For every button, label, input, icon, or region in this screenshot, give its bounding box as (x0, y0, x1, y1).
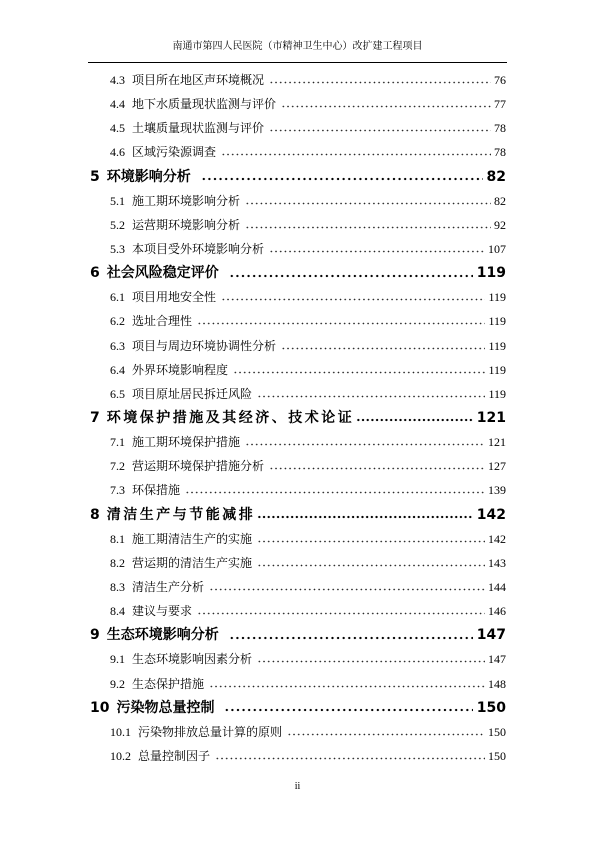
toc-number: 5.1 (110, 193, 125, 208)
dot-leader (229, 623, 473, 647)
toc-number: 7.1 (110, 435, 125, 450)
toc-page-number: 82 (494, 193, 506, 208)
toc-title: 施工期环境影响分析 (132, 193, 241, 208)
toc-page-number: 150 (476, 699, 506, 716)
toc-section-4-6 (0, 140, 595, 164)
toc-title: 选址合理性 (132, 314, 193, 329)
toc-page-number: 148 (488, 676, 506, 691)
toc-page-number: 147 (488, 652, 506, 667)
toc-title: 污染物总量控制 (116, 699, 215, 716)
toc-number: 6 (90, 265, 100, 282)
dot-leader (281, 334, 485, 358)
toc-page-number: 119 (476, 265, 506, 282)
dot-leader (215, 744, 485, 768)
dot-leader (209, 672, 485, 696)
toc-section-5-3 (0, 237, 595, 261)
dot-leader (197, 309, 485, 333)
toc-title: 施工期环境保护措施 (132, 435, 241, 450)
toc-number: 7 (90, 409, 100, 426)
toc-section-7-3 (0, 478, 595, 502)
toc-page-number: 142 (476, 506, 506, 523)
toc-title: 本项目受外环境影响分析 (132, 241, 265, 256)
dot-leader (185, 478, 485, 502)
toc-page-number: 82 (486, 168, 506, 185)
toc-number: 6.3 (110, 338, 125, 353)
toc-number: 4.4 (110, 97, 125, 112)
toc-section-5-1 (0, 189, 595, 213)
toc-title: 总量控制因子 (138, 748, 211, 763)
toc-section-6-4 (0, 358, 595, 382)
toc-title: 区域污染源调查 (132, 145, 217, 160)
dot-leader (197, 599, 485, 623)
toc-number: 6.4 (110, 362, 125, 377)
toc-number: 8.3 (110, 579, 125, 594)
toc-section-10-1 (0, 720, 595, 744)
toc-number: 6.5 (110, 386, 125, 401)
toc-page-number: 77 (494, 97, 506, 112)
dot-leader (224, 696, 472, 720)
toc-number: 4.3 (110, 73, 125, 87)
toc-number: 8 (90, 506, 100, 523)
toc-number: 10.1 (110, 724, 131, 739)
toc-number: 8.1 (110, 531, 125, 546)
toc-section-6-2 (0, 309, 595, 333)
toc-section-4-3 (0, 68, 595, 92)
page-number-footer (0, 779, 595, 795)
toc-title: 地下水质量现状监测与评价 (132, 97, 277, 112)
dot-leader (269, 68, 491, 92)
dot-leader (221, 285, 485, 309)
toc-number: 6.1 (110, 290, 125, 305)
toc-number: 5.2 (110, 217, 125, 232)
toc-page-number: 119 (488, 314, 506, 329)
dot-leader (257, 551, 485, 575)
toc-title: 营运期的清洁生产实施 (132, 555, 253, 570)
dot-leader (245, 213, 491, 237)
toc-number: 8.4 (110, 604, 125, 619)
toc-number: 8.2 (110, 555, 125, 570)
dot-leader (257, 647, 485, 671)
toc-title: 施工期清洁生产的实施 (132, 531, 253, 546)
dot-leader (257, 527, 485, 551)
toc-title: 建议与要求 (132, 604, 193, 619)
toc-page-number: 121 (488, 435, 506, 450)
toc-number: 9.1 (110, 652, 125, 667)
toc-page-number: 76 (494, 73, 506, 87)
dot-leader (209, 575, 485, 599)
toc-number: 9 (90, 627, 100, 644)
toc-section-6-5 (0, 382, 595, 406)
dot-leader (257, 503, 473, 527)
toc-title: 营运期环境保护措施分析 (132, 459, 265, 474)
toc-title: 项目与周边环境协调性分析 (132, 338, 277, 353)
toc-title: 环保措施 (132, 483, 181, 498)
toc-title: 清洁生产分析 (132, 579, 205, 594)
dot-leader (356, 406, 473, 430)
toc-page-number: 146 (488, 604, 506, 619)
toc-section-8-2 (0, 551, 595, 575)
toc-page-number: 78 (494, 145, 506, 160)
toc-number: 4.5 (110, 121, 125, 136)
toc-chapter-7 (0, 406, 595, 430)
toc-page-number: 107 (488, 241, 506, 256)
dot-leader (201, 165, 483, 189)
dot-leader (287, 720, 485, 744)
toc-chapter-9 (0, 623, 595, 647)
toc-page-number: 78 (494, 121, 506, 136)
toc-title: 运营期环境影响分析 (132, 217, 241, 232)
toc-chapter-10 (0, 696, 595, 720)
toc-title: 社会风险稳定评价 (106, 265, 219, 282)
toc-page-number: 144 (488, 579, 506, 594)
toc-title: 生态环境影响分析 (106, 627, 219, 644)
dot-leader (269, 116, 491, 140)
toc-page-number: 143 (488, 555, 506, 570)
toc-section-6-3 (0, 334, 595, 358)
toc-chapter-6 (0, 261, 595, 285)
toc-title: 环境保护措施及其经济、技术论证 (106, 409, 355, 426)
dot-leader (233, 358, 485, 382)
toc-page-number: 150 (488, 748, 506, 763)
toc-page-number: 92 (494, 217, 506, 232)
dot-leader (245, 189, 491, 213)
toc-section-9-2 (0, 672, 595, 696)
toc-title: 生态保护措施 (132, 676, 205, 691)
toc-page-number: 119 (488, 290, 506, 305)
toc-section-7-1 (0, 430, 595, 454)
dot-leader (281, 92, 491, 116)
toc-number: 7.2 (110, 459, 125, 474)
toc-section-8-4 (0, 599, 595, 623)
toc-title: 生态环境影响因素分析 (132, 652, 253, 667)
toc-title: 环境影响分析 (106, 168, 191, 185)
toc-section-4-5 (0, 116, 595, 140)
toc-title: 土壤质量现状监测与评价 (132, 121, 265, 136)
table-of-contents (0, 68, 595, 768)
toc-page-number: 127 (488, 459, 506, 474)
header-title: 南通市第四人民医院（市精神卫生中心）改扩建工程项目 (172, 41, 423, 52)
toc-number: 10 (90, 699, 110, 716)
toc-section-10-2 (0, 744, 595, 768)
dot-leader (245, 430, 485, 454)
toc-number: 10.2 (110, 748, 131, 763)
toc-section-8-3 (0, 575, 595, 599)
toc-chapter-8 (0, 503, 595, 527)
toc-page-number: 150 (488, 724, 506, 739)
toc-title: 外界环境影响程度 (132, 362, 229, 377)
toc-section-7-2 (0, 454, 595, 478)
toc-title: 清洁生产与节能减排 (106, 506, 256, 523)
toc-title: 项目用地安全性 (132, 290, 217, 305)
toc-title: 污染物排放总量计算的原则 (138, 724, 283, 739)
toc-page-number: 119 (488, 338, 506, 353)
toc-section-8-1 (0, 527, 595, 551)
toc-number: 4.6 (110, 145, 125, 160)
toc-page-number: 119 (488, 386, 506, 401)
dot-leader (229, 261, 473, 285)
toc-page-number: 147 (476, 627, 506, 644)
dot-leader (269, 454, 485, 478)
running-header (88, 38, 507, 63)
toc-page-number: 119 (488, 362, 506, 377)
dot-leader (257, 382, 485, 406)
footer-page-label: ii (294, 781, 301, 792)
toc-number: 9.2 (110, 676, 125, 691)
toc-title: 项目原址居民拆迁风险 (132, 386, 253, 401)
toc-section-4-4 (0, 92, 595, 116)
toc-number: 5 (90, 168, 100, 185)
toc-number: 7.3 (110, 483, 125, 498)
toc-page-number: 121 (476, 409, 506, 426)
toc-page-number: 139 (488, 483, 506, 498)
toc-page-number: 142 (488, 531, 506, 546)
toc-number: 6.2 (110, 314, 125, 329)
toc-number: 5.3 (110, 241, 125, 256)
toc-chapter-5 (0, 165, 595, 189)
toc-section-9-1 (0, 647, 595, 671)
dot-leader (269, 237, 485, 261)
toc-title: 项目所在地区声环境概况 (132, 73, 265, 87)
toc-section-6-1 (0, 285, 595, 309)
dot-leader (221, 140, 491, 164)
toc-section-5-2 (0, 213, 595, 237)
